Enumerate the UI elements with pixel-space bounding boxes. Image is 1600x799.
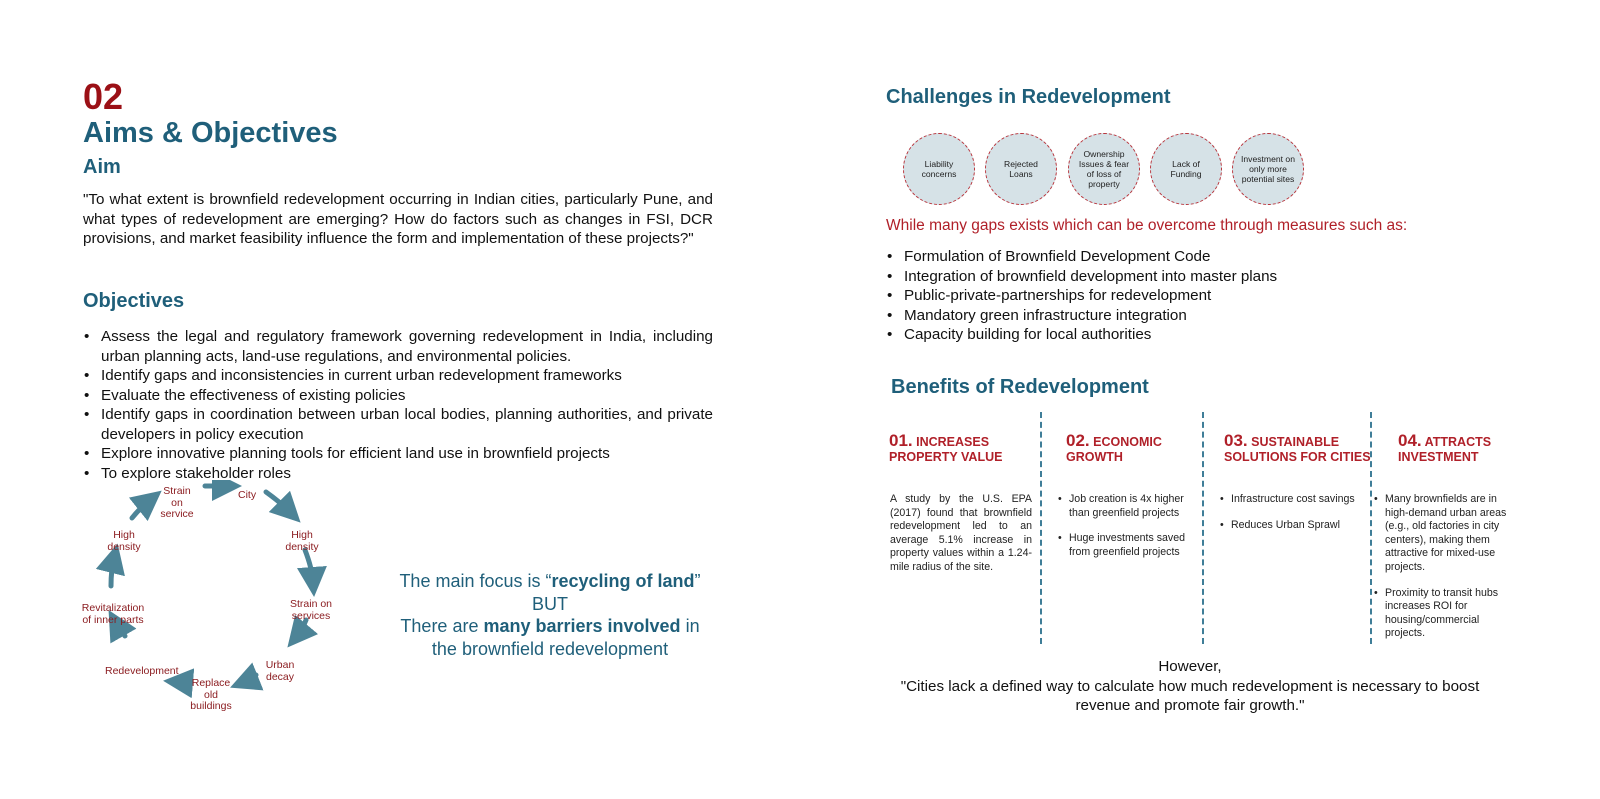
benefit-title: ATTRACTS bbox=[1424, 435, 1492, 449]
cycle-arrow bbox=[132, 500, 150, 518]
objective-item: • Identify gaps and inconsistencies in current urban redevelopment frameworks bbox=[83, 366, 713, 386]
focus-text: There are bbox=[400, 616, 484, 636]
cycle-arrow bbox=[111, 558, 114, 586]
cycle-label: High density bbox=[107, 529, 141, 553]
objective-item: • Evaluate the effectiveness of existing policies bbox=[83, 386, 713, 406]
benefit-number: 02. bbox=[1066, 431, 1090, 450]
column-divider bbox=[1202, 412, 1204, 644]
benefit-title: PROPERTY VALUE bbox=[889, 450, 1003, 464]
focus-but: BUT bbox=[532, 593, 568, 614]
column-divider bbox=[1040, 412, 1042, 644]
cycle-arrow bbox=[178, 682, 190, 683]
focus-bold: recycling of land bbox=[551, 571, 695, 591]
cycle-arrow bbox=[266, 492, 290, 512]
challenges-heading: Challenges in Redevelopment bbox=[886, 86, 1171, 108]
benefit-title: INVESTMENT bbox=[1398, 450, 1479, 464]
benefit-number: 03. bbox=[1224, 431, 1248, 450]
focus-text: ” bbox=[694, 571, 701, 591]
objective-item: • To explore stakeholder roles bbox=[83, 464, 713, 484]
aim-text: "To what extent is brownfield redevelopment occurring in Indian cities, particularly Pune, and what types of redevelopment are emerging? How do factors such as changes in FSI, DCR provisions, and market feasibility influence the form and implementation of these projects?" bbox=[83, 191, 713, 247]
cycle-label: Replace old buildings bbox=[190, 677, 232, 712]
cycle-label: Strain on service bbox=[160, 485, 194, 520]
objective-item: • Assess the legal and regulatory framework governing redevelopment in India, including urban planning acts, land-use regulations, and environmental policies. bbox=[83, 327, 713, 366]
cycle-arrow bbox=[297, 620, 306, 636]
cycle-label: City bbox=[238, 489, 257, 501]
objective-item: • Identify gaps in coordination between urban local bodies, planning authorities, and private developers in policy execution bbox=[83, 405, 713, 444]
page-title: Aims & Objectives bbox=[83, 117, 338, 149]
cycle-arrow bbox=[244, 675, 256, 682]
benefit-number: 04. bbox=[1398, 431, 1422, 450]
conclusion-quote bbox=[880, 657, 1500, 716]
cycle-label: Urban decay bbox=[265, 659, 295, 683]
benefit-bullet: • Job creation is 4x higher than greenfield projects bbox=[1058, 493, 1192, 520]
benefit-text: A study by the U.S. EPA (2017) found that brownfield redevelopment led to an average 5.1% increase in property values within a 1.24-mile radius of the site. bbox=[890, 493, 1032, 573]
objectives-heading: Objectives bbox=[83, 290, 185, 312]
focus-text: the brownfield redevelopment bbox=[431, 638, 669, 659]
benefit-title: GROWTH bbox=[1066, 450, 1123, 464]
cycle-label: High density bbox=[285, 529, 319, 553]
measure-item: • Public-private-partnerships for redevelopment bbox=[886, 286, 1446, 306]
benefits-heading: Benefits of Redevelopment bbox=[891, 376, 1149, 398]
cycle-label: Revitalization of inner parts bbox=[81, 602, 145, 626]
section-number: 02 bbox=[83, 76, 124, 117]
benefit-bullets bbox=[1374, 493, 1514, 653]
challenge-circle: Lack of Funding bbox=[1150, 133, 1222, 205]
challenge-circle: Liability concerns bbox=[903, 133, 975, 205]
however-label: However, bbox=[1158, 658, 1222, 675]
challenge-circle: Rejected Loans bbox=[985, 133, 1057, 205]
benefit-heading bbox=[1224, 433, 1371, 465]
benefit-bullets bbox=[1220, 493, 1360, 544]
aim-heading: Aim bbox=[83, 156, 121, 178]
benefit-heading bbox=[1398, 433, 1491, 465]
quote-text: "Cities lack a defined way to calculate how much redevelopment is necessary to boost revenue and promote fair growth." bbox=[900, 677, 1480, 714]
measure-item: • Formulation of Brownfield Development Code bbox=[886, 247, 1446, 267]
measure-item: • Capacity building for local authorities bbox=[886, 325, 1446, 345]
measures-list bbox=[886, 247, 1446, 345]
benefit-title: INCREASES bbox=[916, 435, 990, 449]
cycle-label: Strain on services bbox=[289, 598, 333, 622]
benefit-bullet: • Infrastructure cost savings bbox=[1220, 493, 1360, 507]
measure-item: • Mandatory green infrastructure integration bbox=[886, 306, 1446, 326]
cycle-label: Redevelopment bbox=[105, 665, 179, 677]
benefit-number: 01. bbox=[889, 431, 913, 450]
focus-text: The main focus is “ bbox=[399, 571, 552, 591]
challenge-circle: Ownership Issues & fear of loss of property bbox=[1068, 133, 1140, 205]
benefit-heading bbox=[889, 433, 1002, 465]
benefit-title: SUSTAINABLE bbox=[1251, 435, 1340, 449]
benefit-bullets bbox=[1058, 493, 1192, 571]
benefit-bullet: • Huge investments saved from greenfield projects bbox=[1058, 532, 1192, 559]
focus-bold: many barriers involved bbox=[483, 616, 681, 636]
cycle-arrow bbox=[305, 550, 313, 582]
objective-item: • Explore innovative planning tools for efficient land use in brownfield projects bbox=[83, 444, 713, 464]
main-focus-statement bbox=[385, 570, 715, 660]
overcome-text: While many gaps exists which can be overcome through measures such as: bbox=[886, 217, 1408, 234]
benefit-bullet: • Many brownfields are in high-demand urban areas (e.g., old factories in city centers), making them attractive for mixed-use projects. bbox=[1374, 493, 1514, 575]
focus-text: in bbox=[680, 616, 700, 636]
objectives-list bbox=[83, 327, 713, 483]
measure-item: • Integration of brownfield development into master plans bbox=[886, 267, 1446, 287]
benefit-title: ECONOMIC bbox=[1093, 435, 1162, 449]
benefit-bullet: • Reduces Urban Sprawl bbox=[1220, 519, 1360, 533]
benefit-title: SOLUTIONS FOR CITIES bbox=[1224, 450, 1371, 464]
benefit-heading bbox=[1066, 433, 1162, 465]
benefit-bullet: • Proximity to transit hubs increases ROI for housing/commercial projects. bbox=[1374, 587, 1514, 641]
challenge-circle: Investment on only more potential sites bbox=[1232, 133, 1304, 205]
